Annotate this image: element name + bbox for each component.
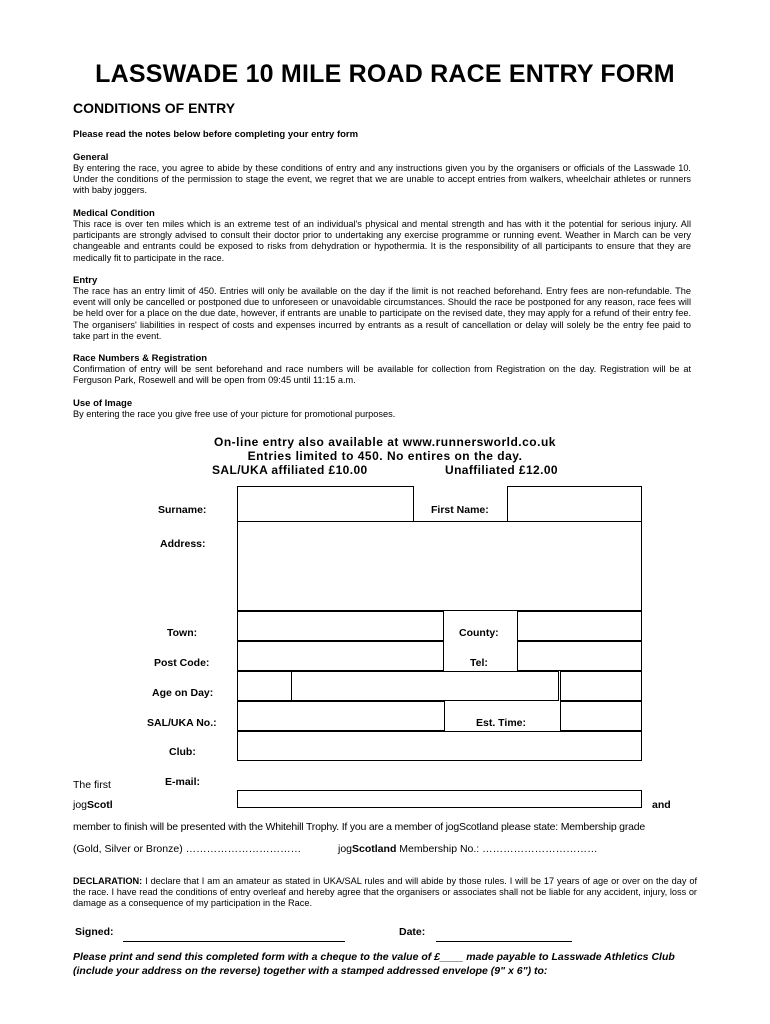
section-general-text: By entering the race, you agree to abide by these conditions of entry and any instructions given you by the organisers or officials of the Lasswade 10. Under the conditions of the permission to stage the event, we regret that we are unable to accept entries from walkers, wheelchair athletes or runners with baby joggers. [73,163,691,196]
post-code-label: Post Code: [154,657,210,669]
signed-label: Signed: [75,926,114,938]
declaration-text: I declare that I am an amateur as stated in UKA/SAL rules and will abide by those rules. I will be 17 years of age or over on the day of the race. I have read the conditions of entry overleaf and hereby agree that the organisers or associates shall not be liable for any accident, injury, loss or damage as a consequence of my participation in the Race. [73,876,697,908]
county-field[interactable] [517,611,642,641]
age-field[interactable] [237,671,292,701]
section-medical-text: This race is over ten miles which is an extreme test of an individual's physical and mental strength and has with it the potential for serious injury. All participants are strongly advised to consult their doctor prior to undertaking any exercise programme or running event. Weather in March can be very changeable and entrants could be exposed to risks from dehydration or hypothermia. It is the responsibility of all participants to ensure that they are medically fit to participate in the race. [73,219,691,263]
section-registration-text: Confirmation of entry will be sent beforehand and race numbers will be available for collection from Registration on the day. Registration will be at Ferguson Park, Rosewell and will be open from 09:45 until 11:15 a.m. [73,364,691,386]
membership-grade-line: (Gold, Silver or Bronze) …………………………… [73,843,302,855]
jog-text: jog [73,799,88,811]
section-general-heading: General [73,152,109,163]
sex-field-frame [291,671,559,701]
the-first-text: The first [73,779,111,791]
closing-instructions [73,951,713,978]
section-image-text: By entering the race you give free use of your picture for promotional purposes. [73,409,396,419]
county-label: County: [459,627,499,639]
section-image-heading: Use of Image [73,398,133,409]
sal-uka-field[interactable] [237,701,445,731]
membership-no-text: Membership No.: …………………………… [396,843,598,855]
section-entry-text: The race has an entry limit of 450. Entries will only be available on the day if the limit is not reached beforehand. Entry fees are non-refundable. The event will only be cancelled or postponed due to unforeseen or unavoidable circumstances. Should the race be postponed for any reason, race fees will be held over for a place on the due date, however, if entrants are unable to participate on the revised date, they may apply for a refund of their entry fee. The organisers' liabilities in respect of costs and expenses incurred by entrants as a result of cancellation or delay will solely be the entry fee paid to take part in the event. [73,286,691,341]
age-label: Age on Day: [152,687,214,699]
fee-affiliated: SAL/UKA affiliated £10.00 [212,463,368,477]
fee-unaffiliated: Unaffiliated £12.00 [445,463,558,477]
date-label: Date: [399,926,426,938]
membership-no-line [338,843,598,855]
closing-line-1: Please print and send this completed form with a cheque to the value of £____ made payable to Lasswade Athletics Club [73,951,675,963]
and-text: and [652,799,671,811]
jogscotland-fragment [73,799,113,811]
date-line[interactable] [436,941,572,942]
closing-line-2: (include your address on the reverse) together with a stamped addressed envelope (9" x 6") to: [73,964,548,977]
address-field[interactable] [237,521,642,611]
section-medical-heading: Medical Condition [73,208,155,219]
email-field[interactable] [237,790,642,808]
address-label: Address: [160,538,206,550]
declaration [73,876,697,909]
first-name-field[interactable] [507,486,642,522]
read-notes-instruction: Please read the notes below before completing your entry form [73,129,359,140]
sex-field[interactable] [560,671,642,701]
town-label: Town: [167,627,198,639]
first-name-label: First Name: [431,504,489,516]
est-time-field[interactable] [560,701,642,731]
surname-label: Surname: [158,504,207,516]
conditions-heading: CONDITIONS OF ENTRY [73,100,236,116]
trophy-line: member to finish will be presented with the Whitehill Trophy. If you are a member of jogScotland please state: Membership grade [73,821,646,833]
sal-uka-label: SAL/UKA No.: [147,717,217,729]
tel-field[interactable] [517,641,642,671]
section-registration-heading: Race Numbers & Registration [73,353,208,364]
signature-line[interactable] [123,941,345,942]
town-field[interactable] [237,611,444,641]
scotland-text: Scotland [352,843,397,855]
club-label: Club: [169,746,196,758]
entry-limit-line: Entries limited to 450. No entires on the day. [247,449,523,463]
section-entry-heading: Entry [73,275,98,286]
online-entry-line: On-line entry also available at www.runnersworld.co.uk [214,435,556,449]
declaration-label: DECLARATION: [73,876,143,886]
page-title: LASSWADE 10 MILE ROAD RACE ENTRY FORM [95,60,675,88]
jog-text-2: jog [338,843,353,855]
club-field[interactable] [237,731,642,761]
scotl-text: Scotl [87,799,113,811]
post-code-field[interactable] [237,641,444,671]
est-time-label: Est. Time: [476,717,526,729]
email-label: E-mail: [165,776,201,788]
tel-label: Tel: [470,657,488,669]
surname-field[interactable] [237,486,414,522]
